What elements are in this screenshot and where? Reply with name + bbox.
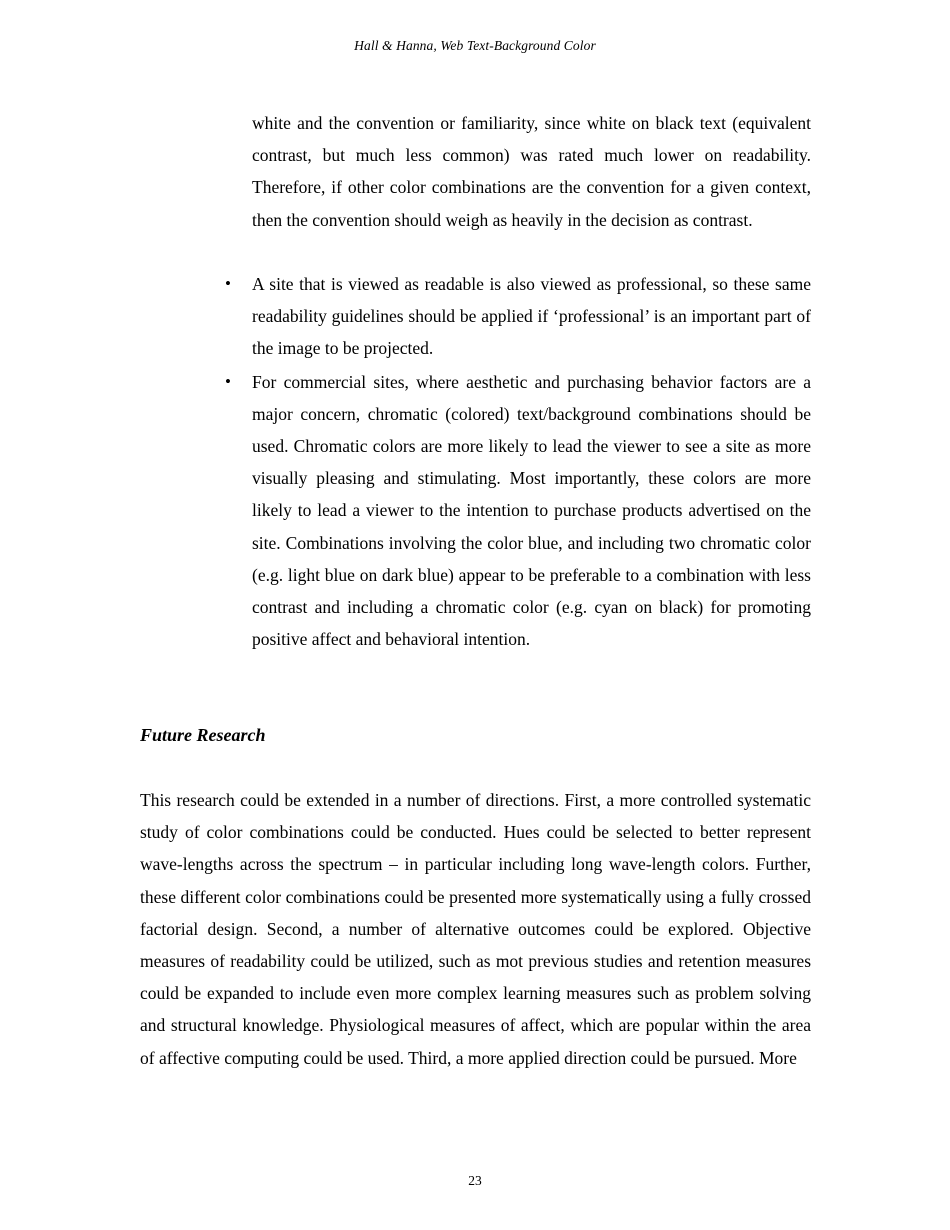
bullet-item-commercial (225, 366, 811, 656)
bullet-item-professional (225, 268, 811, 365)
section-heading: Future Research (140, 725, 266, 745)
bullet-list (0, 268, 950, 656)
running-header: Hall & Hanna, Web Text-Background Color (354, 38, 596, 53)
bullet-marker: • (225, 274, 231, 293)
continuation-paragraph: white and the convention or familiarity, since white on black text (equivalent contrast, but much less common) was rated much lower on readability. Therefore, if other color combinations are the convention for a given context, then the convention should weigh as heavily in the decision as contrast. (252, 113, 811, 230)
page-number: 23 (468, 1173, 482, 1188)
bullet-marker: • (225, 371, 231, 391)
bullet-text: For commercial sites, where aesthetic and purchasing behavior factors are a major concern, chromatic (colored) text/background combinations should be used. Chromatic colors are more likely to lead the viewer to see a site as more visually pleasing and stimulating. Most importantly, these colors are more likely to lead a viewer to the intention to purchase products advertised on the site. Combinations involving the color blue, and including two chromatic color (e.g. light blue on dark blue) appear to be preferable to a combination with less contrast and including a chromatic color (e.g. cyan on black) for promoting positive affect and behavioral intention. (252, 371, 811, 650)
bullet-text: A site that is viewed as readable is also viewed as professional, so these same readability guidelines should be applied if ‘professional’ is an important part of the image to be projected. (252, 274, 811, 359)
future-research-paragraph: This research could be extended in a number of directions. First, a more controlled systematic study of color combinations could be conducted. Hues could be selected to better represent wave-lengths across the spectrum – in particular including long wave-length colors. Further, these different color combinations could be presented more systematically using a fully crossed factorial design. Second, a number of alternative outcomes could be explored. Objective measures of readability could be utilized, such as mot previous studies and retention measures could be expanded to include even more complex learning measures such as problem solving and structural knowledge. Physiological measures of affect, which are popular within the area of affective computing could be used. Third, a more applied direction could be pursued. More (140, 790, 811, 1068)
